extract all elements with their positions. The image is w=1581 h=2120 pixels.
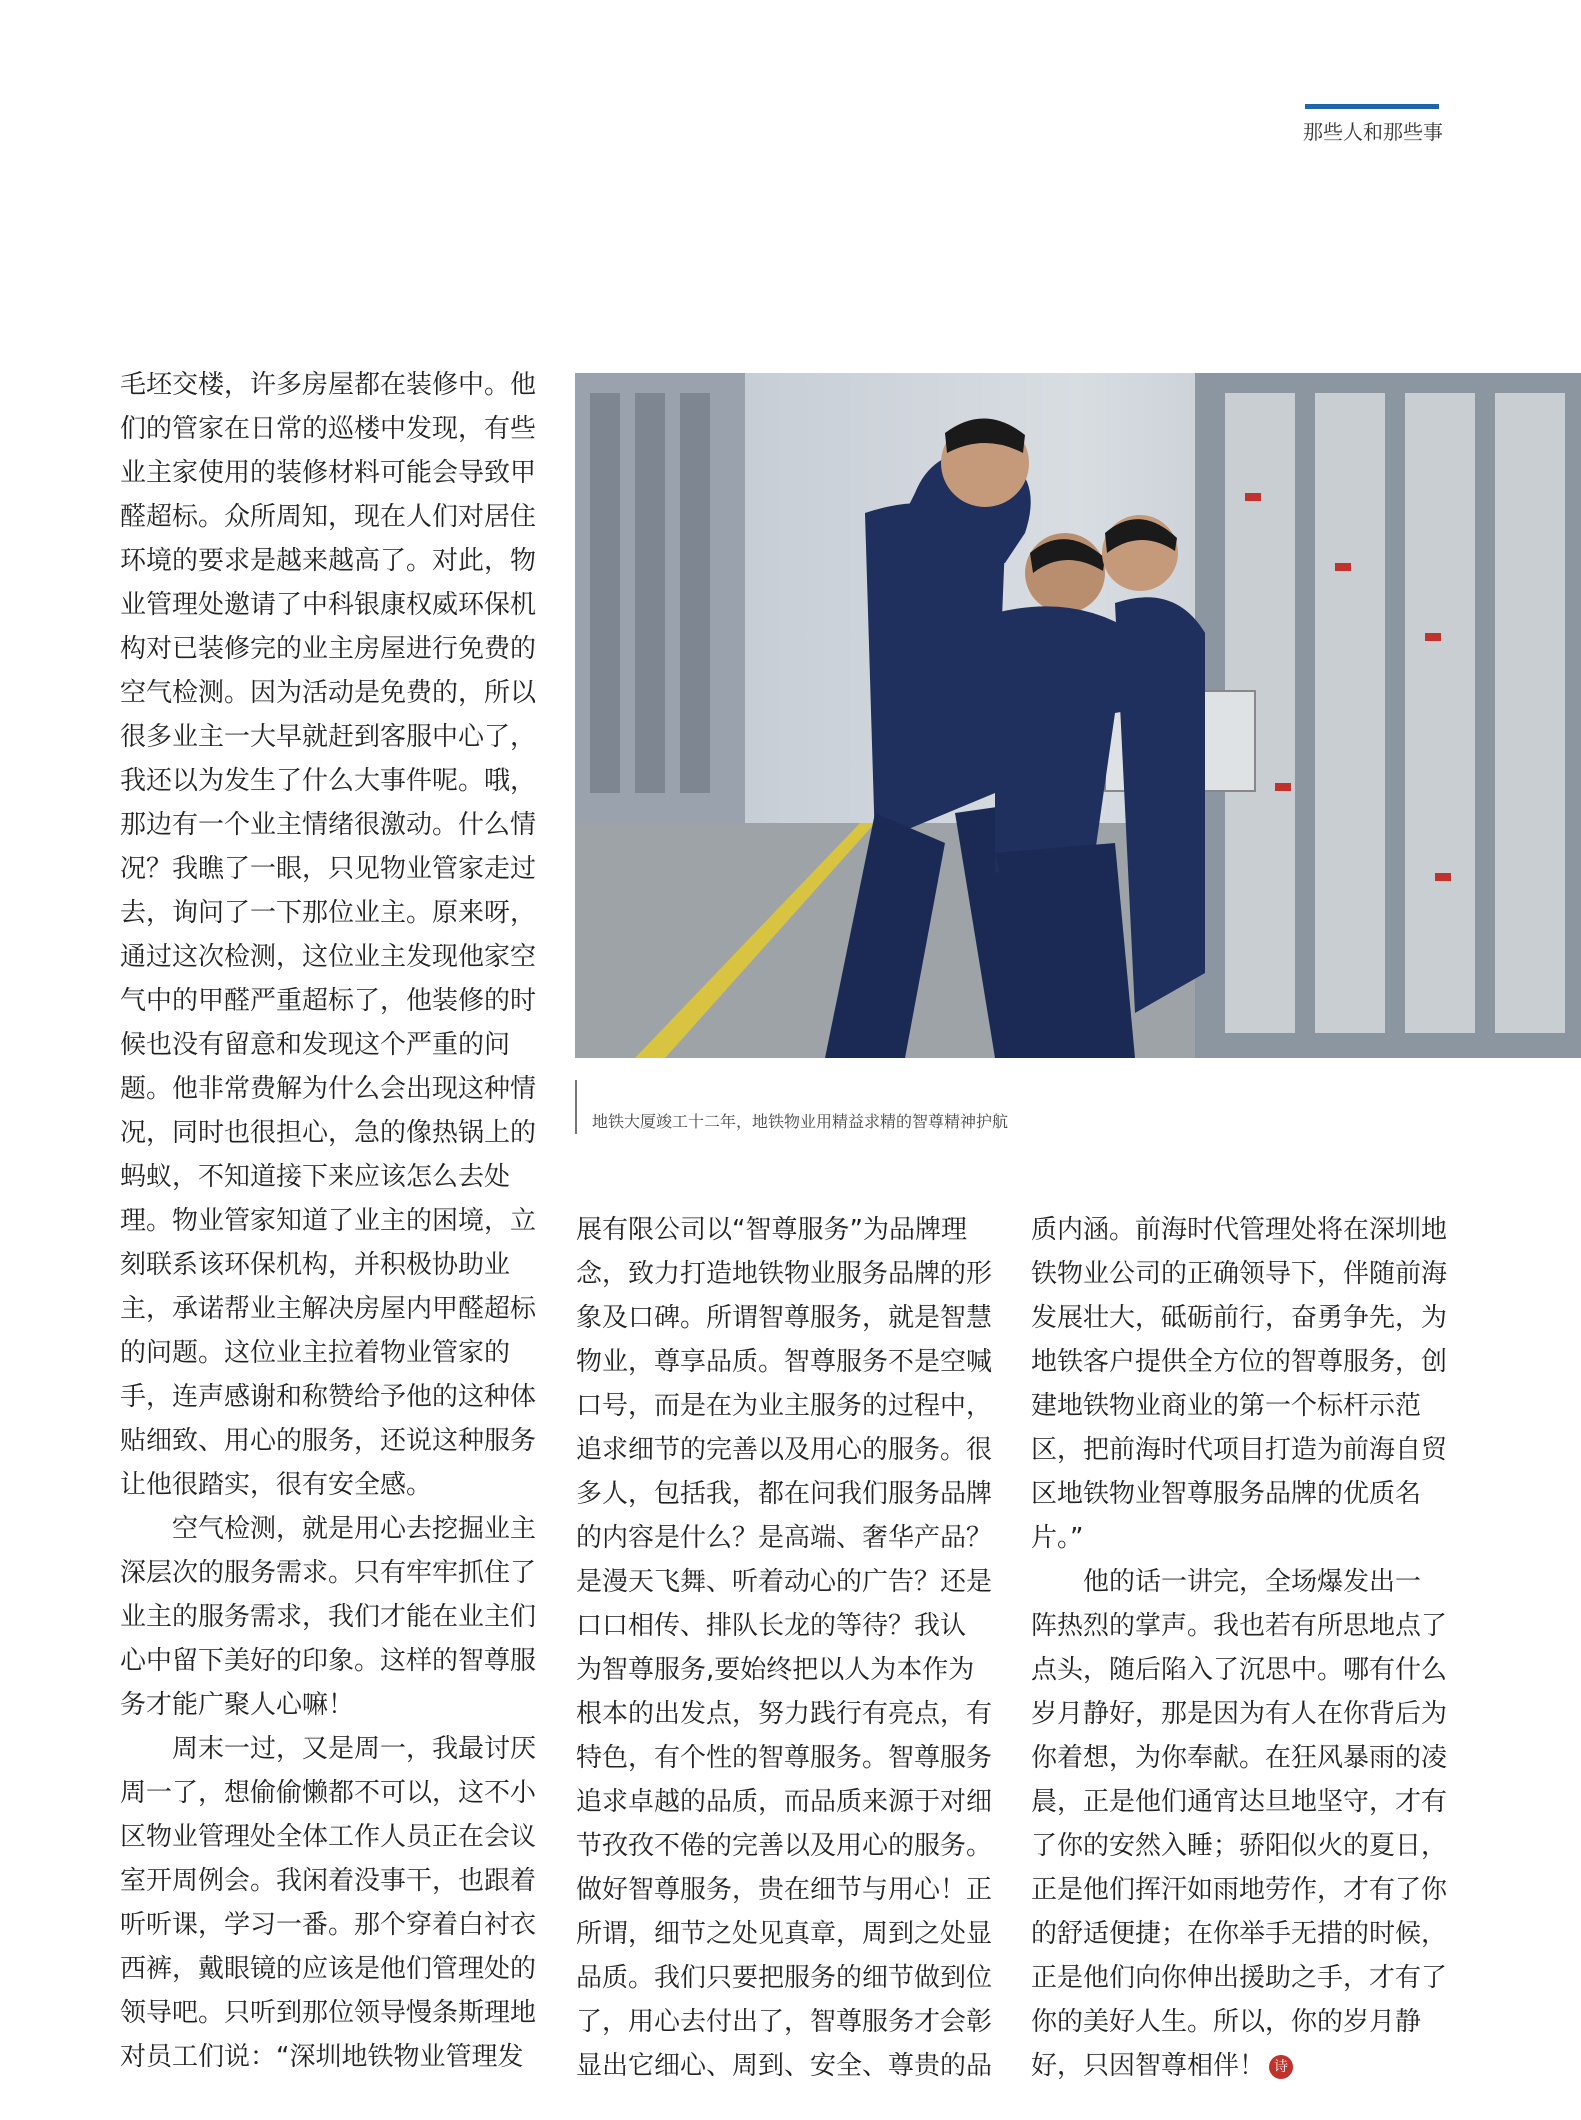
text-line: 主，承诺帮业主解决房屋内甲醛超标 <box>120 1294 537 1324</box>
text-line: 业主家使用的装修材料可能会导致甲 <box>120 458 537 488</box>
text-line: 们的管家在日常的巡楼中发现，有些 <box>120 414 537 444</box>
text-line: 很多业主一大早就赶到客服中心了， <box>120 722 537 752</box>
section-rule <box>1305 104 1439 109</box>
text-line: 铁物业公司的正确领导下，伴随前海 <box>1031 1259 1448 1289</box>
article-end-mark-icon: 诗 <box>1269 2055 1293 2079</box>
section-title: 那些人和那些事 <box>1303 120 1443 144</box>
text-line: 点头，随后陷入了沉思中。哪有什么 <box>1031 1655 1448 1685</box>
text-line: 口号，而是在为业主服务的过程中， <box>576 1391 993 1421</box>
caption-marker <box>575 1080 577 1134</box>
text-line: 通过这次检测，这位业主发现他家空 <box>120 942 537 972</box>
text-line: 手，连声感谢和称赞给予他的这种体 <box>120 1382 537 1412</box>
text-line: 构对已装修完的业主房屋进行免费的 <box>120 634 537 664</box>
text-line: 务才能广聚人心嘛！ <box>120 1690 355 1720</box>
text-line: 正是他们挥汗如雨地劳作，才有了你 <box>1031 1875 1448 1905</box>
text-line: 况？我瞧了一眼，只见物业管家走过 <box>120 854 537 884</box>
text-line: 阵热烈的掌声。我也若有所思地点了 <box>1031 1611 1448 1641</box>
text-line: 地铁客户提供全方位的智尊服务，创 <box>1031 1347 1448 1377</box>
text-line: 业管理处邀请了中科银康权威环保机 <box>120 590 537 620</box>
text-line: 做好智尊服务，贵在细节与用心！正 <box>576 1875 993 1905</box>
text-line: 发展壮大，砥砺前行，奋勇争先，为 <box>1031 1303 1448 1333</box>
text-line: 口口相传、排队长龙的等待？我认 <box>576 1611 967 1641</box>
text-line: 况，同时也很担心，急的像热锅上的 <box>120 1118 537 1148</box>
article-photo <box>575 373 1581 1058</box>
text-line: 念，致力打造地铁物业服务品牌的形 <box>576 1259 993 1289</box>
text-line: 晨，正是他们通宵达旦地坚守，才有 <box>1031 1787 1448 1817</box>
text-line: 节孜孜不倦的完善以及用心的服务。 <box>576 1831 993 1861</box>
article-column-left <box>120 363 535 2079</box>
text-line: 对员工们说：“深圳地铁物业管理发 <box>120 2042 524 2072</box>
text-line: 心中留下美好的印象。这样的智尊服 <box>120 1646 537 1676</box>
text-line: 为智尊服务,要始终把以人为本作为 <box>576 1655 975 1685</box>
text-line: 好，只因智尊相伴！ 诗 <box>1031 2044 1441 2088</box>
text-line: 理。物业管家知道了业主的困境，立 <box>120 1206 537 1236</box>
text-line: 那边有一个业主情绪很激动。什么情 <box>120 810 537 840</box>
text-line: 的内容是什么？是高端、奢华产品？ <box>576 1523 993 1553</box>
photo-scene <box>575 373 1581 1058</box>
text-line: 让他很踏实，很有安全感。 <box>120 1470 433 1500</box>
article-column-right <box>1031 1208 1448 2088</box>
text-line: 显出它细心、周到、安全、尊贵的品 <box>576 2051 993 2081</box>
text-line: 的问题。这位业主拉着物业管家的 <box>120 1338 511 1368</box>
text-line: 片。” <box>1031 1523 1084 1553</box>
text-line: 蚂蚁，不知道接下来应该怎么去处 <box>120 1162 511 1192</box>
text-line: 根本的出发点，努力践行有亮点，有 <box>576 1699 993 1729</box>
text-line: 多人，包括我，都在问我们服务品牌 <box>576 1479 993 1509</box>
text-line: 物业，尊享品质。智尊服务不是空喊 <box>576 1347 993 1377</box>
text-line: 周末一过，又是周一，我最讨厌 <box>172 1734 537 1764</box>
text-line: 了，用心去付出了，智尊服务才会彰 <box>576 2007 993 2037</box>
article-column-middle <box>576 1208 993 2088</box>
text-line: 毛坯交楼，许多房屋都在装修中。他 <box>120 370 537 400</box>
text-line: 空气检测，就是用心去挖掘业主 <box>172 1514 537 1544</box>
text-line: 你着想，为你奉献。在狂风暴雨的凌 <box>1031 1743 1448 1773</box>
text-line: 气中的甲醛严重超标了，他装修的时 <box>120 986 537 1016</box>
text-line: 区物业管理处全体工作人员正在会议 <box>120 1822 537 1852</box>
text-line: 去，询问了一下那位业主。原来呀， <box>120 898 537 928</box>
text-line: 贴细致、用心的服务，还说这种服务 <box>120 1426 537 1456</box>
text-line: 听听课，学习一番。那个穿着白衬衣 <box>120 1910 537 1940</box>
text-line: 我还以为发生了什么大事件呢。哦， <box>120 766 537 796</box>
text-line: 岁月静好，那是因为有人在你背后为 <box>1031 1699 1448 1729</box>
text-line: 环境的要求是越来越高了。对此，物 <box>120 546 537 576</box>
text-line: 追求细节的完善以及用心的服务。很 <box>576 1435 993 1465</box>
text-line: 深层次的服务需求。只有牢牢抓住了 <box>120 1558 537 1588</box>
text-line: 品质。我们只要把服务的细节做到位 <box>576 1963 993 1993</box>
text-line: 了你的安然入睡；骄阳似火的夏日， <box>1031 1831 1448 1861</box>
text-line: 候也没有留意和发现这个严重的问 <box>120 1030 511 1060</box>
text-line: 周一了，想偷偷懒都不可以，这不小 <box>120 1778 537 1808</box>
text-line: 展有限公司以“智尊服务”为品牌理 <box>576 1215 967 1245</box>
text-line: 的舒适便捷；在你举手无措的时候， <box>1031 1919 1448 1949</box>
text-line: 你的美好人生。所以，你的岁月静 <box>1031 2007 1422 2037</box>
text-line: 醛超标。众所周知，现在人们对居住 <box>120 502 537 532</box>
text-line: 室开周例会。我闲着没事干，也跟着 <box>120 1866 537 1896</box>
text-line: 追求卓越的品质，而品质来源于对细 <box>576 1787 993 1817</box>
text-line: 所谓，细节之处见真章，周到之处显 <box>576 1919 993 1949</box>
text-line: 区地铁物业智尊服务品牌的优质名 <box>1031 1479 1422 1509</box>
text-line: 业主的服务需求，我们才能在业主们 <box>120 1602 537 1632</box>
text-line: 刻联系该环保机构，并积极协助业 <box>120 1250 511 1280</box>
text-line: 特色，有个性的智尊服务。智尊服务 <box>576 1743 993 1773</box>
text-line: 题。他非常费解为什么会出现这种情 <box>120 1074 537 1104</box>
photo-caption: 地铁大厦竣工十二年，地铁物业用精益求精的智尊精神护航 <box>592 1112 1009 1131</box>
text-line: 质内涵。前海时代管理处将在深圳地 <box>1031 1215 1448 1245</box>
text-line: 领导吧。只听到那位领导慢条斯理地 <box>120 1998 537 2028</box>
text-line: 象及口碑。所谓智尊服务，就是智慧 <box>576 1303 993 1333</box>
text-line: 他的话一讲完，全场爆发出一 <box>1083 1567 1422 1597</box>
text-line: 区，把前海时代项目打造为前海自贸 <box>1031 1435 1448 1465</box>
text-line: 建地铁物业商业的第一个标杆示范 <box>1031 1391 1422 1421</box>
text-line: 空气检测。因为活动是免费的，所以 <box>120 678 537 708</box>
text-line: 是漫天飞舞、听着动心的广告？还是 <box>576 1567 993 1597</box>
text-line: 正是他们向你伸出援助之手，才有了 <box>1031 1963 1448 1993</box>
text-line: 西裤，戴眼镜的应该是他们管理处的 <box>120 1954 537 1984</box>
